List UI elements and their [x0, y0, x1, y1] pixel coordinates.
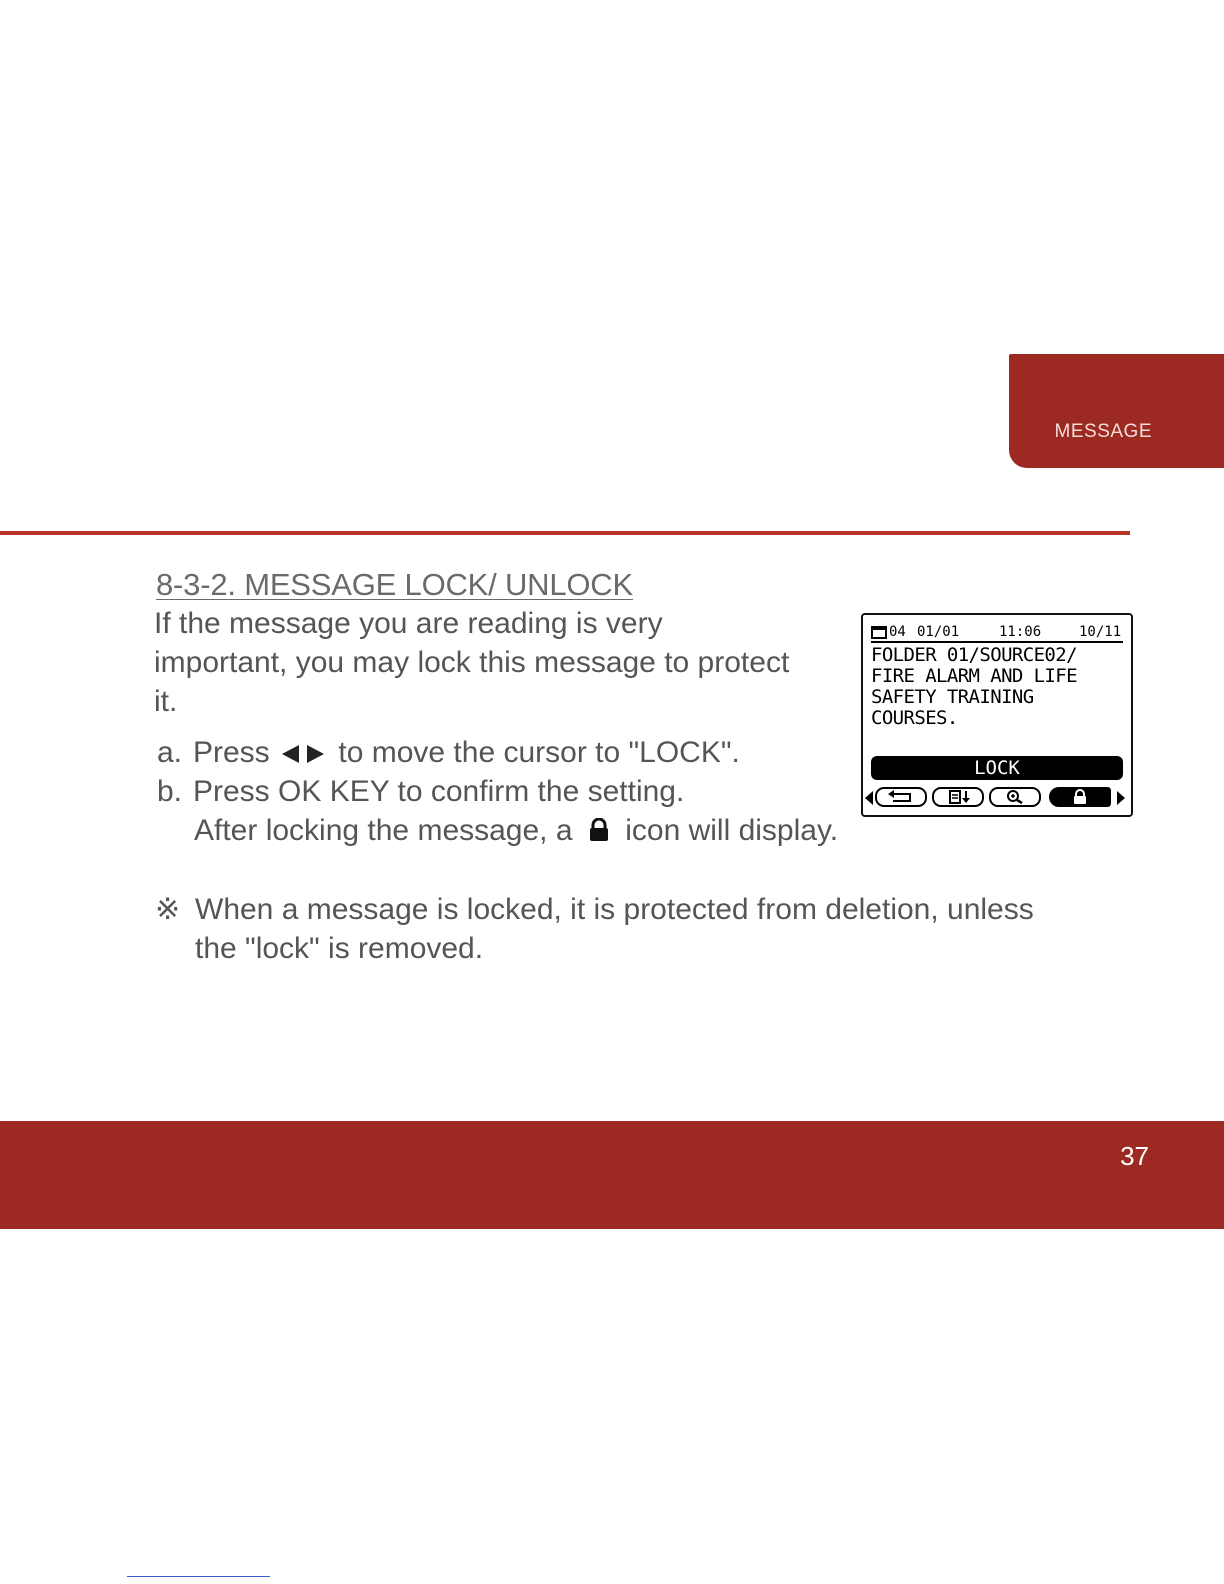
scroll-right-icon	[1117, 791, 1125, 805]
section-tab-label: MESSAGE	[1054, 421, 1152, 442]
section-heading: 8-3-2. MESSAGE LOCK/ UNLOCK	[156, 567, 633, 602]
back-icon	[877, 789, 925, 805]
step-b	[157, 775, 684, 809]
lcd-lock-button	[1049, 787, 1111, 807]
lock-icon	[589, 818, 609, 842]
remark-note	[155, 890, 1034, 968]
lcd-selected-option: LOCK	[871, 756, 1123, 780]
page-number: 37	[1120, 1141, 1149, 1171]
zoom-icon	[991, 789, 1039, 805]
remark-line-1: When a message is locked, it is protected from deletion, unless	[195, 893, 1034, 926]
device-screen-illustration	[861, 613, 1133, 817]
lcd-time: 11:06	[999, 624, 1042, 640]
folder-icon	[871, 625, 887, 639]
lcd-save-button	[932, 787, 984, 807]
lcd-back-button	[875, 787, 927, 807]
lcd-message-count: 04	[889, 624, 906, 640]
step-a-text-before: Press	[193, 736, 270, 769]
footer-link-line	[127, 1576, 270, 1577]
remark-symbol: ※	[155, 893, 181, 926]
lcd-zoom-button	[989, 787, 1041, 807]
step-note-after: icon will display.	[625, 814, 839, 847]
step-a-text-after: to move the cursor to "LOCK".	[338, 736, 740, 769]
lcd-page: 01/01	[917, 624, 960, 640]
scroll-left-icon	[865, 791, 873, 805]
lcd-status-bar	[871, 623, 1123, 643]
header-rule	[0, 531, 1130, 535]
lcd-toolbar	[863, 785, 1131, 811]
lcd-message-text: FOLDER 01/SOURCE02/ FIRE ALARM AND LIFE SAFETY TRAINING COURSES.	[871, 644, 1077, 729]
footer-band	[0, 1121, 1224, 1229]
lock-icon	[1051, 789, 1109, 805]
step-note-before: After locking the message, a	[194, 814, 573, 847]
save-icon	[934, 789, 982, 805]
step-note	[194, 814, 838, 848]
step-a-marker: a.	[157, 736, 183, 769]
lcd-date: 10/11	[1079, 624, 1122, 640]
step-a	[157, 736, 740, 770]
step-b-text: Press OK KEY to confirm the setting.	[193, 775, 685, 808]
remark-line-2: the "lock" is removed.	[195, 932, 484, 965]
intro-paragraph: If the message you are reading is very important, you may lock this message to protect it.	[154, 607, 790, 718]
step-b-marker: b.	[157, 775, 183, 808]
left-right-arrow-icon	[282, 744, 324, 764]
section-tab	[1009, 354, 1224, 468]
